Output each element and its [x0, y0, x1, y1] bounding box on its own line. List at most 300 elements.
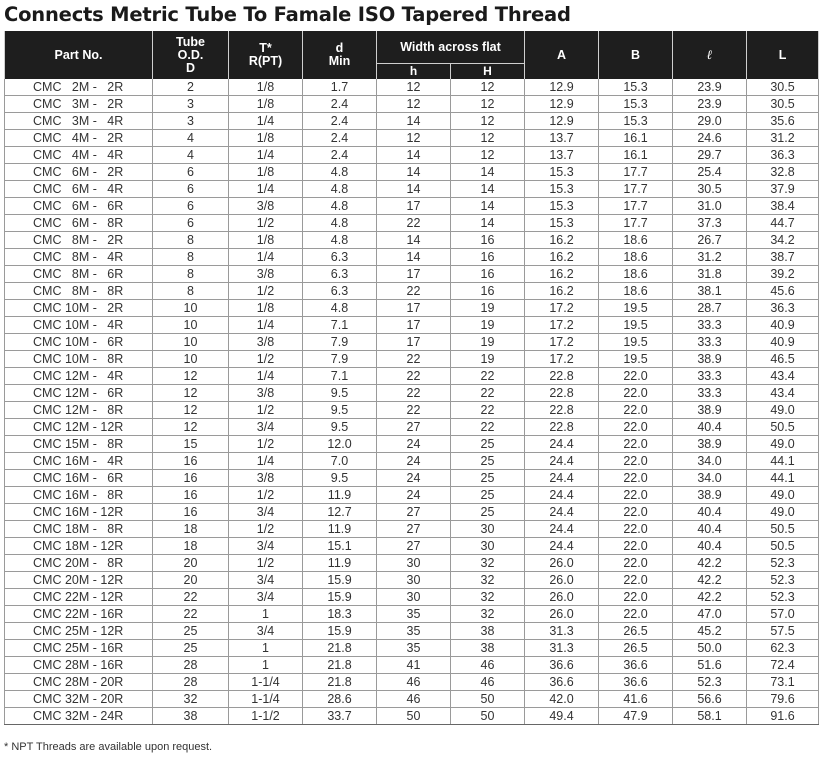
- cell-tube-od: 22: [153, 606, 229, 623]
- cell-l-small: 31.0: [673, 198, 747, 215]
- table-row: [5, 385, 819, 402]
- cell-a: 16.2: [525, 266, 599, 283]
- cell-tube-od: 20: [153, 572, 229, 589]
- cell-b: 17.7: [599, 164, 673, 181]
- cell-tube-od: 8: [153, 249, 229, 266]
- cell-b: 36.6: [599, 674, 673, 691]
- cell-tube-od: 18: [153, 521, 229, 538]
- cell-d-min: 15.9: [303, 572, 377, 589]
- cell-d-min: 33.7: [303, 708, 377, 725]
- header-d-min: [303, 31, 377, 79]
- cell-a: 31.3: [525, 623, 599, 640]
- cell-part-no: CMC 25M - 16R: [5, 640, 153, 657]
- cell-l-small: 38.1: [673, 283, 747, 300]
- cell-l-small: 42.2: [673, 589, 747, 606]
- cell-thread: 1/4: [229, 181, 303, 198]
- cell-h-large: 38: [451, 640, 525, 657]
- cell-h: 14: [377, 181, 451, 198]
- cell-tube-od: 4: [153, 130, 229, 147]
- cell-d-min: 11.9: [303, 555, 377, 572]
- cell-h-large: 14: [451, 164, 525, 181]
- table-row: [5, 147, 819, 164]
- cell-a: 15.3: [525, 181, 599, 198]
- cell-b: 22.0: [599, 589, 673, 606]
- cell-h: 50: [377, 708, 451, 725]
- cell-h: 27: [377, 538, 451, 555]
- cell-tube-od: 16: [153, 470, 229, 487]
- cell-part-no: CMC 8M - 4R: [5, 249, 153, 266]
- cell-h-large: 16: [451, 232, 525, 249]
- cell-l-large: 40.9: [747, 334, 819, 351]
- cell-l-small: 47.0: [673, 606, 747, 623]
- cell-l-large: 49.0: [747, 436, 819, 453]
- cell-l-small: 42.2: [673, 555, 747, 572]
- cell-a: 36.6: [525, 674, 599, 691]
- cell-thread: 3/4: [229, 623, 303, 640]
- cell-part-no: CMC 3M - 4R: [5, 113, 153, 130]
- cell-part-no: CMC 10M - 6R: [5, 334, 153, 351]
- cell-h: 30: [377, 572, 451, 589]
- cell-l-large: 57.0: [747, 606, 819, 623]
- table-row: [5, 589, 819, 606]
- cell-b: 15.3: [599, 79, 673, 96]
- cell-thread: 1/4: [229, 317, 303, 334]
- cell-a: 22.8: [525, 402, 599, 419]
- cell-b: 36.6: [599, 657, 673, 674]
- cell-thread: 3/8: [229, 198, 303, 215]
- cell-d-min: 28.6: [303, 691, 377, 708]
- cell-thread: 1/8: [229, 164, 303, 181]
- cell-thread: 3/8: [229, 470, 303, 487]
- cell-l-small: 56.6: [673, 691, 747, 708]
- cell-d-min: 2.4: [303, 147, 377, 164]
- cell-a: 12.9: [525, 96, 599, 113]
- cell-h: 27: [377, 504, 451, 521]
- cell-l-small: 24.6: [673, 130, 747, 147]
- cell-h-large: 16: [451, 283, 525, 300]
- table-row: [5, 283, 819, 300]
- cell-h: 14: [377, 232, 451, 249]
- cell-a: 13.7: [525, 130, 599, 147]
- cell-a: 16.2: [525, 283, 599, 300]
- cell-tube-od: 8: [153, 266, 229, 283]
- table-row: [5, 96, 819, 113]
- cell-l-large: 52.3: [747, 572, 819, 589]
- table-row: [5, 657, 819, 674]
- cell-part-no: CMC 4M - 2R: [5, 130, 153, 147]
- cell-a: 24.4: [525, 504, 599, 521]
- cell-l-large: 38.4: [747, 198, 819, 215]
- cell-part-no: CMC 16M - 6R: [5, 470, 153, 487]
- page-title: Connects Metric Tube To Famale ISO Tapered Thread: [4, 3, 571, 26]
- cell-part-no: CMC 12M - 4R: [5, 368, 153, 385]
- cell-b: 41.6: [599, 691, 673, 708]
- cell-a: 22.8: [525, 368, 599, 385]
- cell-b: 22.0: [599, 402, 673, 419]
- cell-l-large: 49.0: [747, 487, 819, 504]
- cell-h-large: 16: [451, 266, 525, 283]
- cell-l-small: 30.5: [673, 181, 747, 198]
- cell-l-small: 25.4: [673, 164, 747, 181]
- cell-h-large: 30: [451, 521, 525, 538]
- cell-h: 17: [377, 266, 451, 283]
- table-row: [5, 606, 819, 623]
- cell-part-no: CMC 12M - 8R: [5, 402, 153, 419]
- cell-thread: 3/8: [229, 334, 303, 351]
- cell-part-no: CMC 2M - 2R: [5, 79, 153, 96]
- cell-h: 35: [377, 623, 451, 640]
- cell-thread: 1/2: [229, 402, 303, 419]
- cell-b: 22.0: [599, 538, 673, 555]
- cell-d-min: 1.7: [303, 79, 377, 96]
- cell-l-small: 29.7: [673, 147, 747, 164]
- cell-h-large: 25: [451, 470, 525, 487]
- cell-l-large: 34.2: [747, 232, 819, 249]
- cell-h: 22: [377, 368, 451, 385]
- cell-thread: 1/2: [229, 555, 303, 572]
- cell-tube-od: 12: [153, 419, 229, 436]
- cell-tube-od: 6: [153, 215, 229, 232]
- cell-part-no: CMC 6M - 4R: [5, 181, 153, 198]
- cell-thread: 1/4: [229, 249, 303, 266]
- cell-tube-od: 20: [153, 555, 229, 572]
- cell-tube-od: 2: [153, 79, 229, 96]
- cell-h: 22: [377, 385, 451, 402]
- cell-h: 41: [377, 657, 451, 674]
- cell-h: 46: [377, 674, 451, 691]
- header-thread: [229, 31, 303, 79]
- cell-part-no: CMC 6M - 6R: [5, 198, 153, 215]
- header-large-l: L: [747, 31, 819, 79]
- cell-tube-od: 4: [153, 147, 229, 164]
- table-row: [5, 198, 819, 215]
- cell-b: 18.6: [599, 249, 673, 266]
- cell-d-min: 21.8: [303, 657, 377, 674]
- cell-l-small: 26.7: [673, 232, 747, 249]
- cell-part-no: CMC 18M - 8R: [5, 521, 153, 538]
- cell-a: 17.2: [525, 317, 599, 334]
- cell-d-min: 9.5: [303, 385, 377, 402]
- cell-a: 22.8: [525, 419, 599, 436]
- cell-part-no: CMC 6M - 8R: [5, 215, 153, 232]
- table-row: [5, 334, 819, 351]
- cell-h: 27: [377, 521, 451, 538]
- cell-d-min: 9.5: [303, 419, 377, 436]
- cell-h: 30: [377, 555, 451, 572]
- header-d-line1: d: [335, 41, 344, 55]
- cell-a: 24.4: [525, 436, 599, 453]
- table-row: [5, 623, 819, 640]
- cell-l-large: 50.5: [747, 538, 819, 555]
- table-row: [5, 164, 819, 181]
- cell-tube-od: 16: [153, 453, 229, 470]
- cell-part-no: CMC 6M - 2R: [5, 164, 153, 181]
- cell-tube-od: 32: [153, 691, 229, 708]
- cell-a: 26.0: [525, 572, 599, 589]
- cell-l-large: 44.1: [747, 470, 819, 487]
- cell-l-large: 79.6: [747, 691, 819, 708]
- cell-h-large: 32: [451, 606, 525, 623]
- cell-h: 27: [377, 419, 451, 436]
- cell-part-no: CMC 16M - 12R: [5, 504, 153, 521]
- cell-d-min: 7.9: [303, 351, 377, 368]
- cell-b: 19.5: [599, 317, 673, 334]
- cell-l-small: 33.3: [673, 385, 747, 402]
- cell-part-no: CMC 16M - 4R: [5, 453, 153, 470]
- cell-b: 22.0: [599, 487, 673, 504]
- cell-tube-od: 3: [153, 96, 229, 113]
- cell-l-small: 33.3: [673, 368, 747, 385]
- cell-h: 24: [377, 487, 451, 504]
- cell-part-no: CMC 8M - 8R: [5, 283, 153, 300]
- cell-h-large: 46: [451, 657, 525, 674]
- table-row: [5, 504, 819, 521]
- footnote: * NPT Threads are available upon request.: [4, 741, 213, 753]
- cell-l-large: 37.9: [747, 181, 819, 198]
- cell-tube-od: 10: [153, 300, 229, 317]
- cell-a: 17.2: [525, 300, 599, 317]
- cell-d-min: 6.3: [303, 249, 377, 266]
- cell-a: 26.0: [525, 589, 599, 606]
- cell-d-min: 4.8: [303, 198, 377, 215]
- cell-l-small: 50.0: [673, 640, 747, 657]
- cell-a: 12.9: [525, 79, 599, 96]
- cell-l-small: 40.4: [673, 504, 747, 521]
- cell-b: 15.3: [599, 96, 673, 113]
- cell-l-large: 46.5: [747, 351, 819, 368]
- cell-d-min: 11.9: [303, 487, 377, 504]
- table-row: [5, 232, 819, 249]
- cell-thread: 1/2: [229, 215, 303, 232]
- cell-h-large: 19: [451, 300, 525, 317]
- cell-thread: 3/8: [229, 385, 303, 402]
- cell-l-small: 45.2: [673, 623, 747, 640]
- cell-h: 14: [377, 113, 451, 130]
- cell-h-large: 14: [451, 215, 525, 232]
- cell-h: 35: [377, 606, 451, 623]
- cell-l-small: 38.9: [673, 436, 747, 453]
- cell-h-large: 12: [451, 96, 525, 113]
- cell-part-no: CMC 28M - 20R: [5, 674, 153, 691]
- cell-l-small: 28.7: [673, 300, 747, 317]
- cell-h: 14: [377, 164, 451, 181]
- cell-part-no: CMC 10M - 8R: [5, 351, 153, 368]
- cell-a: 42.0: [525, 691, 599, 708]
- cell-tube-od: 16: [153, 487, 229, 504]
- cell-h: 24: [377, 453, 451, 470]
- header-tube-od: [153, 31, 229, 79]
- cell-thread: 3/4: [229, 589, 303, 606]
- cell-b: 22.0: [599, 436, 673, 453]
- cell-part-no: CMC 22M - 12R: [5, 589, 153, 606]
- cell-tube-od: 8: [153, 232, 229, 249]
- cell-a: 24.4: [525, 538, 599, 555]
- cell-l-small: 23.9: [673, 79, 747, 96]
- header-tube-line2: O.D.: [177, 47, 204, 62]
- cell-h-large: 32: [451, 555, 525, 572]
- table-row: [5, 266, 819, 283]
- cell-a: 16.2: [525, 249, 599, 266]
- cell-h-large: 50: [451, 708, 525, 725]
- cell-d-min: 12.7: [303, 504, 377, 521]
- cell-h-large: 19: [451, 351, 525, 368]
- cell-l-large: 57.5: [747, 623, 819, 640]
- cell-l-large: 45.6: [747, 283, 819, 300]
- cell-part-no: CMC 10M - 2R: [5, 300, 153, 317]
- cell-tube-od: 12: [153, 402, 229, 419]
- cell-l-small: 38.9: [673, 351, 747, 368]
- cell-l-large: 30.5: [747, 96, 819, 113]
- cell-h: 46: [377, 691, 451, 708]
- cell-d-min: 7.1: [303, 317, 377, 334]
- cell-part-no: CMC 25M - 12R: [5, 623, 153, 640]
- cell-h-large: 22: [451, 419, 525, 436]
- cell-thread: 1-1/2: [229, 708, 303, 725]
- cell-a: 16.2: [525, 232, 599, 249]
- cell-a: 24.4: [525, 487, 599, 504]
- cell-thread: 3/4: [229, 538, 303, 555]
- cell-l-small: 29.0: [673, 113, 747, 130]
- table-row: [5, 521, 819, 538]
- cell-tube-od: 28: [153, 674, 229, 691]
- table-row: [5, 691, 819, 708]
- header-b: B: [599, 31, 673, 79]
- cell-part-no: CMC 32M - 24R: [5, 708, 153, 725]
- cell-b: 19.5: [599, 300, 673, 317]
- cell-h-large: 38: [451, 623, 525, 640]
- cell-thread: 1/2: [229, 436, 303, 453]
- cell-tube-od: 10: [153, 317, 229, 334]
- table-row: [5, 300, 819, 317]
- cell-part-no: CMC 8M - 6R: [5, 266, 153, 283]
- cell-part-no: CMC 3M - 2R: [5, 96, 153, 113]
- cell-part-no: CMC 15M - 8R: [5, 436, 153, 453]
- cell-l-small: 42.2: [673, 572, 747, 589]
- cell-a: 49.4: [525, 708, 599, 725]
- cell-tube-od: 28: [153, 657, 229, 674]
- header-d-line2: Min: [328, 54, 351, 68]
- cell-thread: 3/4: [229, 419, 303, 436]
- spec-table: [4, 31, 819, 725]
- header-h-small: h: [377, 64, 451, 80]
- table-row: [5, 79, 819, 96]
- cell-part-no: CMC 8M - 2R: [5, 232, 153, 249]
- cell-l-small: 52.3: [673, 674, 747, 691]
- cell-h-large: 32: [451, 589, 525, 606]
- cell-thread: 3/4: [229, 572, 303, 589]
- cell-h-large: 46: [451, 674, 525, 691]
- cell-b: 26.5: [599, 640, 673, 657]
- cell-l-large: 49.0: [747, 504, 819, 521]
- cell-h-large: 19: [451, 334, 525, 351]
- cell-a: 13.7: [525, 147, 599, 164]
- cell-thread: 1/4: [229, 113, 303, 130]
- cell-a: 24.4: [525, 470, 599, 487]
- cell-l-large: 43.4: [747, 368, 819, 385]
- cell-a: 31.3: [525, 640, 599, 657]
- cell-h: 17: [377, 198, 451, 215]
- table-row: [5, 351, 819, 368]
- cell-d-min: 15.9: [303, 623, 377, 640]
- table-row: [5, 436, 819, 453]
- cell-tube-od: 3: [153, 113, 229, 130]
- cell-tube-od: 10: [153, 351, 229, 368]
- cell-a: 26.0: [525, 606, 599, 623]
- cell-l-small: 31.8: [673, 266, 747, 283]
- cell-thread: 1/2: [229, 487, 303, 504]
- cell-b: 16.1: [599, 130, 673, 147]
- cell-part-no: CMC 22M - 16R: [5, 606, 153, 623]
- cell-part-no: CMC 12M - 6R: [5, 385, 153, 402]
- cell-l-large: 44.7: [747, 215, 819, 232]
- cell-h: 12: [377, 130, 451, 147]
- cell-h-large: 25: [451, 504, 525, 521]
- cell-tube-od: 6: [153, 198, 229, 215]
- cell-thread: 3/4: [229, 504, 303, 521]
- header-thread-line2: R(PT): [248, 54, 283, 68]
- cell-d-min: 6.3: [303, 266, 377, 283]
- cell-h-large: 12: [451, 113, 525, 130]
- cell-tube-od: 8: [153, 283, 229, 300]
- cell-a: 17.2: [525, 351, 599, 368]
- cell-l-large: 91.6: [747, 708, 819, 725]
- table-row: [5, 402, 819, 419]
- cell-h-large: 12: [451, 79, 525, 96]
- table-row: [5, 572, 819, 589]
- cell-b: 22.0: [599, 368, 673, 385]
- cell-l-small: 58.1: [673, 708, 747, 725]
- header-a: A: [525, 31, 599, 79]
- table-row: [5, 215, 819, 232]
- cell-thread: 1/2: [229, 351, 303, 368]
- cell-d-min: 9.5: [303, 402, 377, 419]
- cell-b: 19.5: [599, 351, 673, 368]
- cell-d-min: 7.9: [303, 334, 377, 351]
- cell-tube-od: 25: [153, 623, 229, 640]
- cell-h: 24: [377, 436, 451, 453]
- table-header: [5, 31, 819, 79]
- cell-d-min: 7.0: [303, 453, 377, 470]
- cell-l-large: 39.2: [747, 266, 819, 283]
- cell-b: 18.6: [599, 266, 673, 283]
- cell-h: 22: [377, 215, 451, 232]
- cell-b: 22.0: [599, 606, 673, 623]
- cell-a: 26.0: [525, 555, 599, 572]
- cell-b: 18.6: [599, 232, 673, 249]
- cell-h: 22: [377, 283, 451, 300]
- table-row: [5, 470, 819, 487]
- cell-thread: 1: [229, 640, 303, 657]
- table-row: [5, 640, 819, 657]
- cell-part-no: CMC 28M - 16R: [5, 657, 153, 674]
- cell-thread: 3/8: [229, 266, 303, 283]
- cell-thread: 1/2: [229, 283, 303, 300]
- table-row: [5, 368, 819, 385]
- cell-d-min: 4.8: [303, 215, 377, 232]
- cell-d-min: 2.4: [303, 130, 377, 147]
- cell-h-large: 22: [451, 385, 525, 402]
- cell-d-min: 2.4: [303, 96, 377, 113]
- cell-b: 26.5: [599, 623, 673, 640]
- cell-a: 17.2: [525, 334, 599, 351]
- table-row: [5, 453, 819, 470]
- cell-b: 47.9: [599, 708, 673, 725]
- cell-tube-od: 38: [153, 708, 229, 725]
- cell-tube-od: 16: [153, 504, 229, 521]
- cell-l-large: 49.0: [747, 402, 819, 419]
- cell-l-large: 30.5: [747, 79, 819, 96]
- cell-d-min: 4.8: [303, 164, 377, 181]
